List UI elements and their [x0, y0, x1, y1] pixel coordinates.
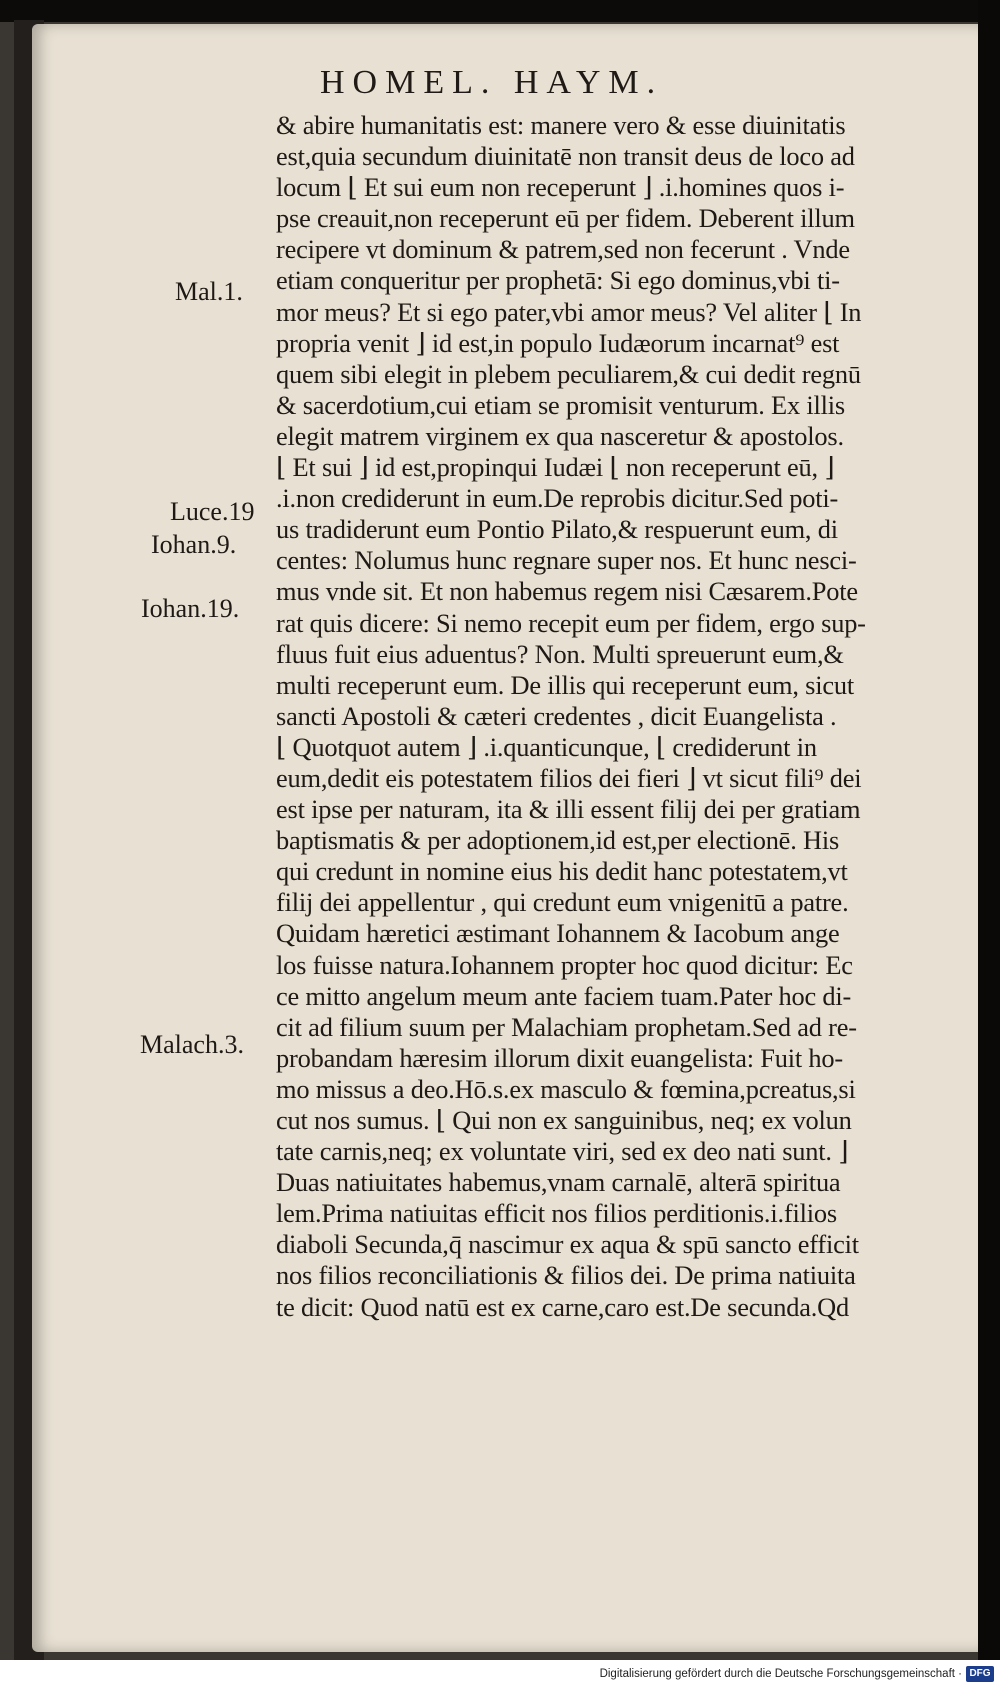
- text-line: .i.non crediderunt in eum.De reprobis dicitur.Sed poti-: [276, 483, 839, 514]
- text-line: quem sibi elegit in plebem peculiarem,& cui dedit regnū: [276, 358, 861, 389]
- text-line: cut nos sumus. ⌊ Qui non ex sanguinibus, neq; ex volun: [276, 1105, 852, 1135]
- text-line: te dicit: Quod natū est ex carne,caro est.De secunda.Qd: [276, 1291, 850, 1322]
- text-line: mor meus? Et si ego pater,vbi amor meus? Vel aliter ⌊ In: [276, 296, 862, 327]
- text-line: mus vnde sit. Et non habemus regem nisi Cæsarem.Pote: [276, 576, 858, 607]
- text-line: probandam hæresim illorum dixit euangelista: Fuit ho-: [276, 1042, 843, 1073]
- text-line: Quidam hæretici æstimant Iohannem & Iacobum ange: [276, 918, 840, 949]
- margin-note-iohan9: Iohan.9.: [151, 530, 237, 559]
- text-line: elegit matrem virginem ex qua nasceretur & apostolos.: [276, 420, 844, 451]
- text-line: rat quis dicere: Si nemo recepit eum per fidem, ergo sup-: [276, 607, 866, 638]
- main-text-block: [276, 110, 966, 1323]
- text-line: tate carnis,neq; ex voluntate viri, sed ex deo nati sunt. ⌋: [276, 1136, 849, 1167]
- text-line: cit ad filium suum per Malachiam prophetam.Sed ad re-: [276, 1011, 857, 1042]
- margin-note-luce19: Luce.19: [170, 497, 255, 526]
- text-line: propria venit ⌋ id est,in populo Iudæorum incarnat⁹ est: [276, 327, 840, 358]
- text-line: locum ⌊ Et sui eum non receperunt ⌋ .i.homines quos i-: [276, 172, 845, 203]
- running-title: HOMEL. HAYM.: [320, 64, 664, 101]
- text-line: qui credunt in nomine eius his dedit hanc potestatem,vt: [276, 856, 848, 887]
- text-line: & abire humanitatis est: manere vero & esse diuinitatis: [276, 110, 846, 140]
- text-line: diaboli Secunda,q̄ nascimur ex aqua & spū sancto efficit: [276, 1229, 859, 1260]
- text-line: centes: Nolumus hunc regnare super nos. Et hunc nesci-: [276, 545, 857, 576]
- text-line: ⌊ Et sui ⌋ id est,propinqui Iudæi ⌊ non receperunt eū, ⌋: [276, 452, 835, 483]
- text-line: & sacerdotium,cui etiam se promisit venturum. Ex illis: [276, 389, 845, 420]
- text-line: ce mitto angelum meum ante faciem tuam.Pater hoc di-: [276, 980, 852, 1011]
- margin-note-malach3: Malach.3.: [140, 1030, 244, 1059]
- text-line: est,quia secundum diuinitatē non transit deus de loco ad: [276, 141, 855, 172]
- text-line: est ipse per naturam, ita & illi essent filij dei per gratiam: [276, 794, 861, 825]
- text-line: eum,dedit eis potestatem filios dei fieri ⌋ vt sicut fili⁹ dei: [276, 762, 862, 793]
- text-line: fluus fuit eius aduentus? Non. Multi spreuerunt eum,&: [276, 638, 844, 669]
- text-line: nos filios reconciliationis & filios dei. De prima natiuita: [276, 1260, 856, 1291]
- text-line: ⌊ Quotquot autem ⌋ .i.quanticunque, ⌊ crediderunt in: [276, 731, 817, 762]
- funding-credit: Digitalisierung gefördert durch die Deutsche Forschungsgemeinschaft ·: [599, 1668, 962, 1680]
- text-line: filij dei appellentur , qui credunt eum vnigenitū a patre.: [276, 887, 849, 918]
- text-line: baptismatis & per adoptionem,id est,per electionē. His: [276, 825, 840, 856]
- text-line: mo missus a deo.Hō.s.ex masculo & fœmina,pcreatus,si: [276, 1073, 856, 1104]
- text-line: lem.Prima natiuitas efficit nos filios perditionis.i.filios: [276, 1198, 837, 1229]
- text-line: los fuisse natura.Iohannem propter hoc quod dicitur: Ec: [276, 949, 853, 980]
- scan-right-border: [978, 0, 1000, 1693]
- scan-top-border: [0, 0, 1000, 22]
- text-line: multi receperunt eum. De illis qui receperunt eum, sicut: [276, 669, 855, 700]
- text-line: recipere vt dominum & patrem,sed non fecerunt . Vnde: [276, 234, 850, 265]
- text-line: etiam conqueritur per prophetā: Si ego dominus,vbi ti-: [276, 265, 840, 296]
- text-line: us tradiderunt eum Pontio Pilato,& respuerunt eum, di: [276, 514, 838, 545]
- footer-bar: [0, 1660, 1000, 1693]
- margin-note-mal1: Mal.1.: [175, 277, 243, 306]
- dfg-logo-icon: DFG: [966, 1666, 994, 1682]
- text-line: pse creauit,non receperunt eū per fidem. Deberent illum: [276, 203, 855, 234]
- margin-note-iohan19: Iohan.19.: [141, 594, 240, 623]
- text-line: Duas natiuitates habemus,vnam carnalē, alterā spiritua: [276, 1167, 841, 1198]
- text-line: sancti Apostoli & cæteri credentes , dicit Euangelista .: [276, 700, 837, 731]
